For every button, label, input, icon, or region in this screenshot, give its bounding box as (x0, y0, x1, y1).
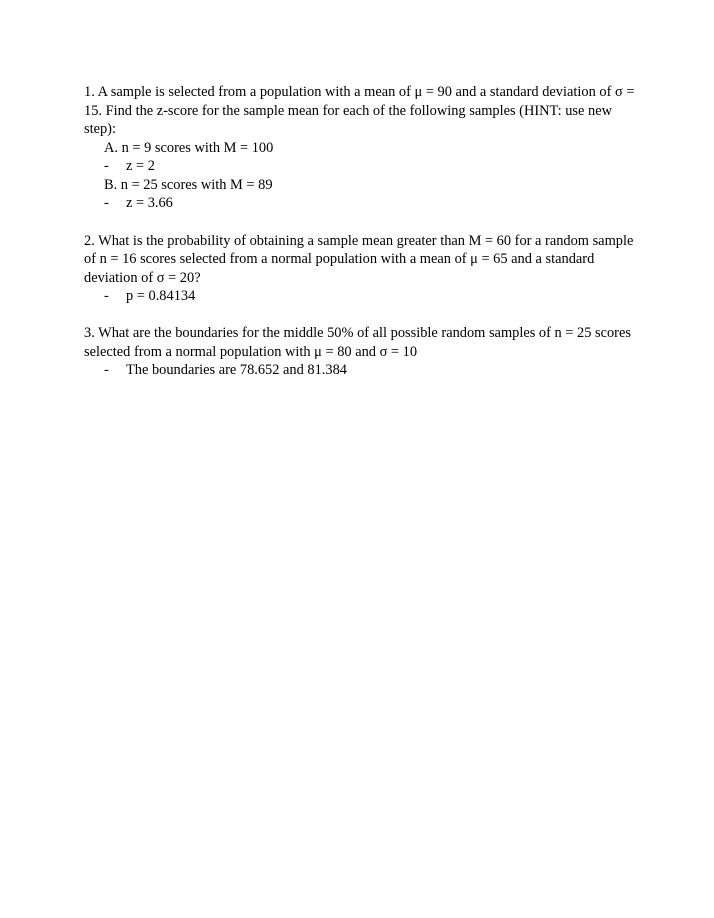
q1-part-b-dash: - (104, 195, 109, 211)
q1-part-a-answer: z = 2 (126, 158, 155, 174)
q1-part-a: A. n = 9 scores with M = 100 (104, 140, 274, 156)
q3-answer: The boundaries are 78.652 and 81.384 (126, 362, 347, 378)
q1-text-line-3: step): (84, 121, 116, 137)
q2-text-line-1: 2. What is the probability of obtaining a sample mean greater than M = 60 for a random sample (84, 233, 634, 249)
q2-text-line-3: deviation of σ = 20? (84, 270, 201, 286)
q2-text-line-2: of n = 16 scores selected from a normal population with a mean of μ = 65 and a standard (84, 251, 595, 267)
q1-text-line-2: 15. Find the z-score for the sample mean for each of the following samples (HINT: use new (84, 103, 612, 119)
q1-part-a-dash: - (104, 158, 109, 174)
q1-text-line-1: 1. A sample is selected from a population with a mean of μ = 90 and a standard deviation of σ = (84, 84, 635, 100)
q2-answer: p = 0.84134 (126, 288, 196, 304)
q3-text-line-2: selected from a normal population with μ = 80 and σ = 10 (84, 344, 418, 360)
q2-answer-dash: - (104, 288, 109, 304)
q3-text-line-1: 3. What are the boundaries for the middle 50% of all possible random samples of n = 25 scores (84, 325, 631, 341)
q3-answer-dash: - (104, 362, 109, 378)
q1-part-b-answer: z = 3.66 (126, 195, 173, 211)
q1-part-b: B. n = 25 scores with M = 89 (104, 177, 273, 193)
